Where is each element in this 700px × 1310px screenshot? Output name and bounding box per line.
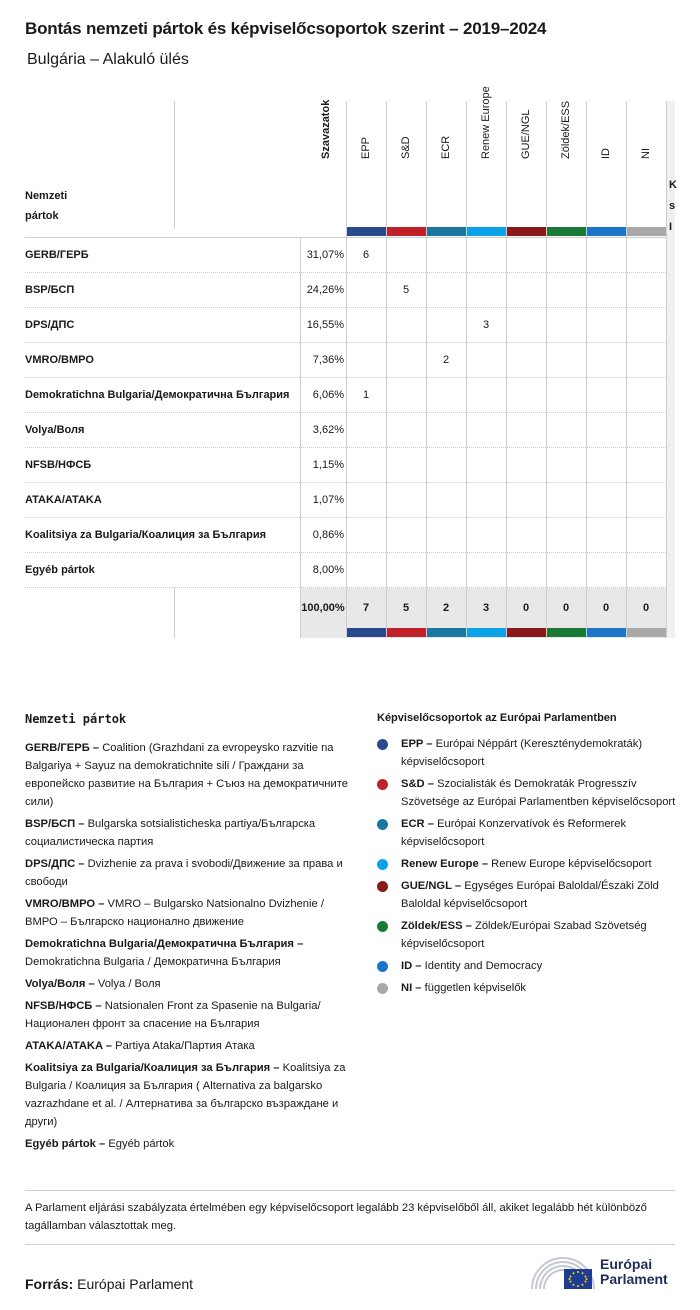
source-label: Forrás: bbox=[25, 1276, 74, 1292]
group-color-bar bbox=[627, 227, 666, 236]
votes-column-header bbox=[306, 101, 346, 229]
total-vote-share: 100,00% bbox=[301, 602, 345, 614]
vote-share: 1,07% bbox=[312, 494, 344, 506]
seat-count: 3 bbox=[482, 319, 490, 331]
group-color-bar bbox=[467, 628, 506, 637]
party-name: GERB/ГЕРБ bbox=[25, 249, 89, 261]
row-divider bbox=[25, 342, 666, 343]
party-legend-text: Bulgarska sotsialisticheska partiya/Българска социалистическа партия bbox=[25, 818, 316, 848]
group-legend-key: Zöldek/ESS – bbox=[401, 920, 472, 932]
vote-share: 31,07% bbox=[306, 249, 344, 261]
row-divider bbox=[25, 517, 666, 518]
row-divider bbox=[25, 272, 666, 273]
party-legend-key: NFSB/НФСБ – bbox=[25, 1000, 102, 1012]
group-color-bar bbox=[587, 227, 626, 236]
total-seat-count: 0 bbox=[522, 602, 530, 614]
ep-logo bbox=[530, 1253, 680, 1293]
party-legend-text: VMRO – Bulgarsko Natsionalno Dvizhenie / ВМРО – Българско национално движение bbox=[25, 898, 324, 928]
group-header-label: S&D bbox=[400, 136, 412, 159]
group-legend-entry bbox=[377, 917, 677, 953]
group-color-dot-icon bbox=[377, 779, 388, 790]
group-header-2 bbox=[426, 101, 466, 229]
group-color-bar bbox=[347, 227, 386, 236]
total-seat-count: 0 bbox=[562, 602, 570, 614]
group-header-label: NI bbox=[640, 148, 652, 159]
group-color-bar bbox=[547, 227, 586, 236]
party-legend-entry bbox=[25, 975, 350, 993]
group-header-6 bbox=[586, 101, 626, 229]
group-color-dot-icon bbox=[377, 921, 388, 932]
party-column-header: Nemzeti pártok bbox=[25, 190, 68, 222]
partial-column-label: K s I bbox=[669, 179, 677, 233]
group-legend-text: Szocialisták és Demokraták Progresszív Szövetsége az Európai Parlamentben képviselőcsoport bbox=[401, 778, 676, 808]
total-seat-count: 2 bbox=[442, 602, 450, 614]
party-legend-text: Coalition (Grazhdani za evropeysko razvitie na Balgariya + Sayuz na demokratichnite sili / Граждани за европейско развитие на България + Съюз на демократичните сили) bbox=[25, 742, 348, 808]
logo-line1: Európai bbox=[600, 1256, 653, 1272]
party-legend-entry bbox=[25, 855, 350, 891]
grid-line bbox=[174, 101, 175, 229]
group-header-4 bbox=[506, 101, 546, 229]
group-legend-key: ID – bbox=[401, 960, 422, 972]
group-color-dot-icon bbox=[377, 881, 388, 892]
group-legend-title: Képviselőcsoportok az Európai Parlamentben bbox=[377, 712, 617, 724]
vote-share: 6,06% bbox=[312, 389, 344, 401]
party-legend-key: Egyéb pártok – bbox=[25, 1138, 106, 1150]
grid-line bbox=[666, 101, 667, 638]
group-header-label: ECR bbox=[440, 135, 452, 159]
group-legend-entry bbox=[377, 775, 677, 811]
vote-share: 16,55% bbox=[306, 319, 344, 331]
group-header-5 bbox=[546, 101, 586, 229]
group-color-dot-icon bbox=[377, 819, 388, 830]
group-header-label: EPP bbox=[360, 136, 372, 159]
group-color-bar bbox=[627, 628, 666, 637]
group-legend-text: Renew Europe képviselőcsoport bbox=[491, 858, 652, 870]
party-legend-entry bbox=[25, 1037, 350, 1055]
party-legend-text: Dvizhenie za prava i svobodi/Движение за права и свободи bbox=[25, 858, 343, 888]
party-legend-entry bbox=[25, 935, 350, 971]
row-divider bbox=[25, 447, 666, 448]
party-name: NFSB/НФСБ bbox=[25, 459, 92, 471]
total-seat-count: 0 bbox=[602, 602, 610, 614]
row-divider bbox=[25, 482, 666, 483]
group-color-bar bbox=[507, 628, 546, 637]
group-header-label: GUE/NGL bbox=[520, 109, 532, 159]
party-legend-text: Egyéb pártok bbox=[108, 1138, 175, 1150]
group-color-dot-icon bbox=[377, 983, 388, 994]
vote-share: 24,26% bbox=[306, 284, 344, 296]
party-legend-entry bbox=[25, 815, 350, 851]
group-color-bar bbox=[387, 628, 426, 637]
group-legend-text: Európai Konzervatívok és Reformerek képviselőcsoport bbox=[401, 818, 627, 848]
total-seat-count: 5 bbox=[402, 602, 410, 614]
total-seat-count: 7 bbox=[362, 602, 370, 614]
group-color-bar bbox=[467, 227, 506, 236]
group-legend-entry bbox=[377, 877, 677, 913]
party-name: Koalitsiya za Bulgaria/Коалиция за България bbox=[25, 529, 267, 541]
party-name: Egyéb pártok bbox=[25, 564, 95, 576]
group-legend bbox=[377, 712, 677, 1001]
group-legend-key: NI – bbox=[401, 982, 422, 994]
group-header-1 bbox=[386, 101, 426, 229]
row-divider bbox=[25, 412, 666, 413]
seat-count: 6 bbox=[362, 249, 370, 261]
party-name: Volya/Воля bbox=[25, 424, 85, 436]
votes-header-label: Szavazatok bbox=[320, 99, 332, 159]
party-legend-entry bbox=[25, 895, 350, 931]
group-header-label: Renew Europe bbox=[480, 86, 492, 159]
group-legend-entry bbox=[377, 735, 677, 771]
party-legend-title: Nemzeti pártok bbox=[25, 712, 127, 726]
vote-share: 7,36% bbox=[312, 354, 344, 366]
row-divider bbox=[25, 377, 666, 378]
group-color-dot-icon bbox=[377, 859, 388, 870]
party-legend-entry bbox=[25, 1135, 350, 1153]
group-legend-text: független képviselők bbox=[424, 982, 527, 994]
party-legend-text: Natsionalen Front za Spasenie na Bulgaria/ Национален фронт за спасение на България bbox=[25, 1000, 321, 1030]
vote-share: 0,86% bbox=[312, 529, 344, 541]
party-legend-text: Koalitsiya za Bulgaria / Коалиция за България ( Alternativa za balgarsko vazrazhdane et al. / Алтернатива за българско възраждане и други) bbox=[25, 1062, 346, 1128]
vote-share: 1,15% bbox=[312, 459, 344, 471]
divider bbox=[25, 1244, 675, 1245]
header-divider bbox=[25, 237, 666, 238]
party-legend-key: BSP/БСП – bbox=[25, 818, 85, 830]
group-color-bar bbox=[547, 628, 586, 637]
party-legend-key: Demokratichna Bulgaria/Демократична България – bbox=[25, 938, 304, 950]
divider bbox=[25, 1190, 675, 1191]
party-legend-entry bbox=[25, 1059, 350, 1131]
group-legend-key: EPP – bbox=[401, 738, 433, 750]
party-legend-key: ATAKA/ATAKA – bbox=[25, 1040, 112, 1052]
group-color-dot-icon bbox=[377, 739, 388, 750]
group-legend-key: Renew Europe – bbox=[401, 858, 489, 870]
party-name: DPS/ДПС bbox=[25, 319, 75, 331]
group-legend-text: Zöldek/Európai Szabad Szövetség képviselőcsoport bbox=[401, 920, 647, 950]
source-line bbox=[25, 1276, 193, 1292]
party-legend-text: Partiya Ataka/Партия Атака bbox=[115, 1040, 255, 1052]
party-legend-key: DPS/ДПС – bbox=[25, 858, 85, 870]
source-value: Európai Parlament bbox=[77, 1276, 194, 1292]
group-legend-entry bbox=[377, 979, 677, 997]
group-legend-entry bbox=[377, 815, 677, 851]
vote-share: 8,00% bbox=[312, 564, 344, 576]
group-color-dot-icon bbox=[377, 961, 388, 972]
group-legend-entry bbox=[377, 957, 677, 975]
party-legend-key: Volya/Воля – bbox=[25, 978, 95, 990]
grid-line bbox=[174, 588, 175, 638]
group-header-label: ID bbox=[600, 148, 612, 159]
logo-line2: Parlament bbox=[600, 1271, 668, 1287]
group-header-label: Zöldek/ESS bbox=[560, 100, 572, 159]
row-divider bbox=[25, 587, 666, 588]
party-legend-key: VMRO/ВМРО – bbox=[25, 898, 105, 910]
group-header-0 bbox=[346, 101, 386, 229]
party-legend-entry bbox=[25, 739, 350, 811]
seat-count: 1 bbox=[362, 389, 370, 401]
results-table bbox=[25, 86, 677, 638]
group-legend-key: ECR – bbox=[401, 818, 434, 830]
footnote: A Parlament eljárási szabályzata értelmében egy képviselőcsoport legalább 23 képviselőből áll, akiket legalább hét különböző tagállamban választottak meg. bbox=[25, 1202, 647, 1232]
party-legend-entry bbox=[25, 997, 350, 1033]
group-legend-entry bbox=[377, 855, 677, 873]
page-subtitle: Bulgária – Alakuló ülés bbox=[27, 51, 189, 68]
group-color-bar bbox=[427, 628, 466, 637]
group-color-bar bbox=[347, 628, 386, 637]
party-name: BSP/БСП bbox=[25, 284, 75, 296]
group-color-bar bbox=[387, 227, 426, 236]
vote-share: 3,62% bbox=[312, 424, 344, 436]
total-seat-count: 0 bbox=[642, 602, 650, 614]
group-color-bar bbox=[507, 227, 546, 236]
seat-count: 2 bbox=[442, 354, 450, 366]
group-color-bar bbox=[427, 227, 466, 236]
row-divider bbox=[25, 307, 666, 308]
party-name: ATAKA/ATAKA bbox=[25, 494, 102, 506]
group-legend-key: GUE/NGL – bbox=[401, 880, 462, 892]
group-header-7 bbox=[626, 101, 666, 229]
seat-count: 5 bbox=[402, 284, 410, 296]
party-legend-text: Volya / Воля bbox=[97, 978, 161, 990]
party-legend-key: Koalitsiya za Bulgaria/Коалиция за България – bbox=[25, 1062, 280, 1074]
group-legend-text: Európai Néppárt (Kereszténydemokraták) képviselőcsoport bbox=[401, 738, 643, 768]
group-legend-text: Identity and Democracy bbox=[424, 960, 543, 972]
total-seat-count: 3 bbox=[482, 602, 490, 614]
row-divider bbox=[25, 552, 666, 553]
european-parliament-hemicycle-icon bbox=[530, 1253, 596, 1293]
party-legend bbox=[25, 712, 350, 1157]
group-legend-key: S&D – bbox=[401, 778, 434, 790]
group-header-3 bbox=[466, 86, 506, 229]
party-name: VMRO/ВМРО bbox=[25, 354, 94, 366]
party-name: Demokratichna Bulgaria/Демократична България bbox=[25, 389, 290, 401]
group-color-bar bbox=[587, 628, 626, 637]
group-legend-text: Egységes Európai Baloldal/Északi Zöld Baloldal képviselőcsoport bbox=[401, 880, 659, 910]
page-title: Bontás nemzeti pártok és képviselőcsoportok szerint – 2019–2024 bbox=[25, 19, 547, 38]
grid-line bbox=[300, 238, 301, 638]
party-legend-text: Demokratichna Bulgaria / Демократична България bbox=[25, 956, 281, 968]
party-legend-key: GERB/ГЕРБ – bbox=[25, 742, 100, 754]
